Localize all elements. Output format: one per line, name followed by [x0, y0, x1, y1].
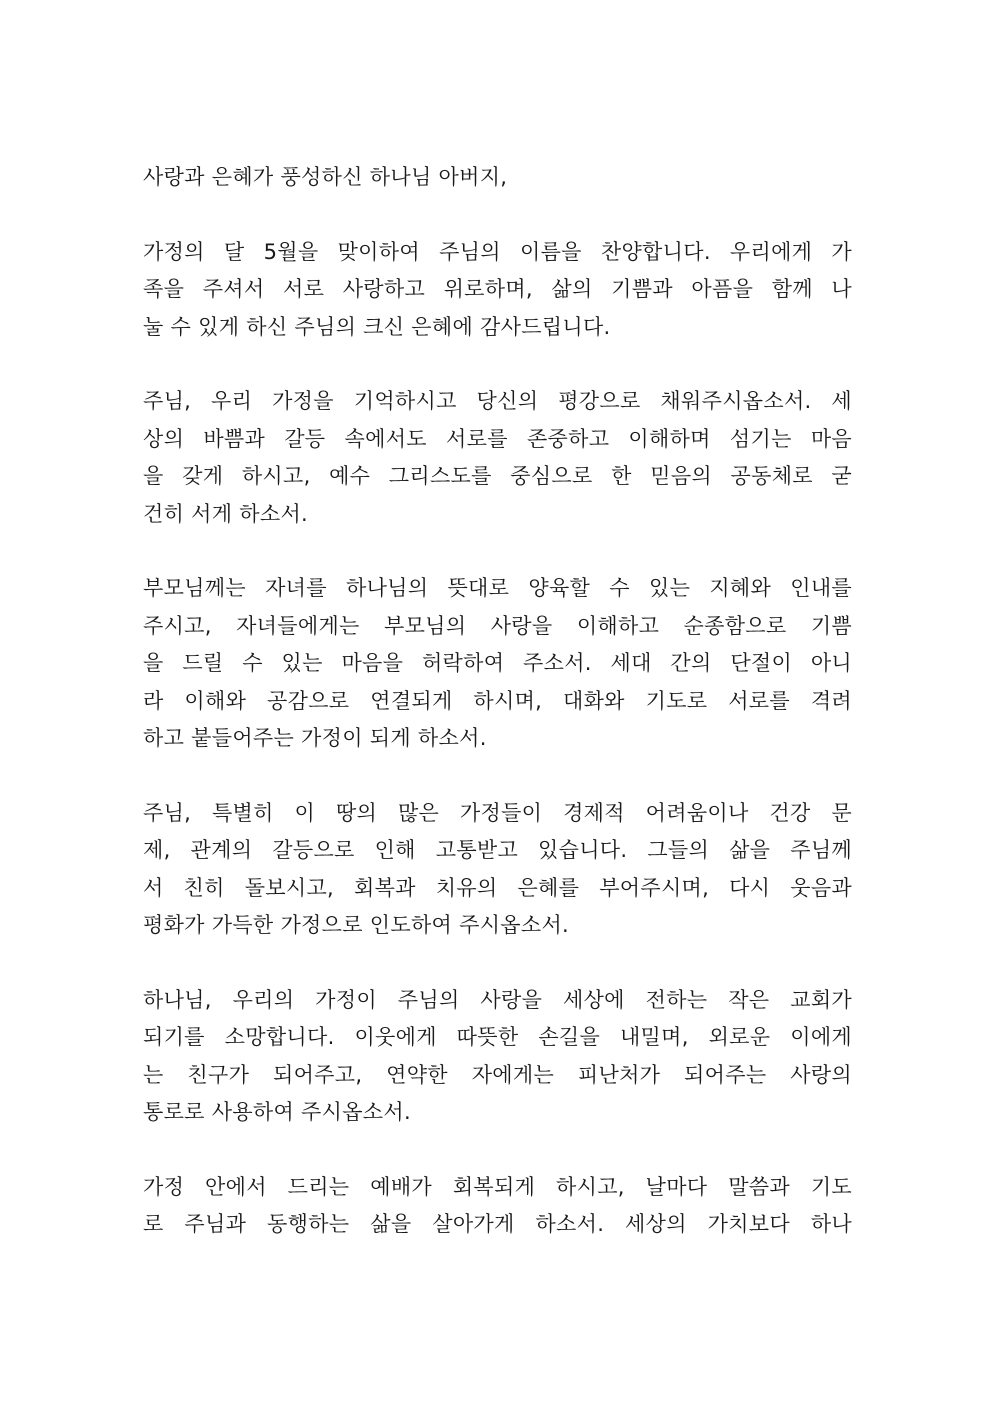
text-line: 가정의 달 5월을 맞이하여 주님의 이름을 찬양합니다. 우리에게 가: [143, 239, 852, 264]
text-line: 주님, 특별히 이 땅의 많은 가정들이 경제적 어려움이나 건강 문: [143, 800, 852, 825]
text-line: 건히 서게 하소서.: [143, 501, 309, 526]
text-line: 을 드릴 수 있는 마음을 허락하여 주소서. 세대 간의 단절이 아니: [143, 651, 852, 675]
text-line: 주시고, 자녀들에게는 부모님의 사랑을 이해하고 순종함으로 기쁨: [143, 613, 852, 638]
paragraph-thanksgiving: [143, 234, 852, 347]
text-line: 부모님께는 자녀를 하나님의 뜻대로 양육할 수 있는 지혜와 인내를: [143, 576, 852, 600]
paragraph-greeting: [143, 159, 852, 197]
text-line: 을 갖게 하시고, 예수 그리스도를 중심으로 한 믿음의 공동체로 굳: [143, 464, 852, 488]
text-line: 상의 바쁨과 갈등 속에서도 서로를 존중하고 이해하며 섬기는 마음: [143, 426, 852, 451]
text-line: 가정 안에서 드리는 예배가 회복되게 하시고, 날마다 말씀과 기도: [143, 1174, 852, 1199]
text-line: 통로로 사용하여 주시옵소서.: [143, 1100, 411, 1124]
document-page: [143, 159, 852, 1281]
paragraph-small-church: [143, 982, 852, 1132]
text-line: 평화가 가득한 가정으로 인도하여 주시옵소서.: [143, 913, 570, 937]
paragraph-parents-children: [143, 570, 852, 758]
text-line: 는 친구가 되어주고, 연약한 자에게는 피난처가 되어주는 사랑의: [143, 1062, 852, 1087]
text-line: 족을 주셔서 서로 사랑하고 위로하며, 삶의 기쁨과 아픔을 함께 나: [143, 277, 852, 301]
paragraph-suffering-families: [143, 795, 852, 945]
text-line: 제, 관계의 갈등으로 인해 고통받고 있습니다. 그들의 삶을 주님께: [143, 838, 852, 862]
text-line: 서 친히 돌보시고, 회복과 치유의 은혜를 부어주시며, 다시 웃음과: [143, 875, 852, 900]
text-line: 눌 수 있게 하신 주님의 크신 은혜에 감사드립니다.: [143, 314, 611, 339]
text-line: 주님, 우리 가정을 기억하시고 당신의 평강으로 채워주시옵소서. 세: [143, 389, 852, 413]
text-line: 하고 붙들어주는 가정이 되게 하소서.: [143, 726, 487, 750]
text-line: 로 주님과 동행하는 삶을 살아가게 하소서. 세상의 가치보다 하나: [143, 1212, 852, 1236]
text-line: 라 이해와 공감으로 연결되게 하시며, 대화와 기도로 서로를 격려: [143, 688, 852, 713]
text-line: 사랑과 은혜가 풍성하신 하나님 아버지,: [143, 165, 508, 189]
text-line: 하나님, 우리의 가정이 주님의 사랑을 세상에 전하는 작은 교회가: [143, 987, 852, 1012]
paragraph-worship: [143, 1169, 852, 1244]
text-line: 되기를 소망합니다. 이웃에게 따뜻한 손길을 내밀며, 외로운 이에게: [143, 1025, 852, 1049]
paragraph-peace: [143, 383, 852, 533]
